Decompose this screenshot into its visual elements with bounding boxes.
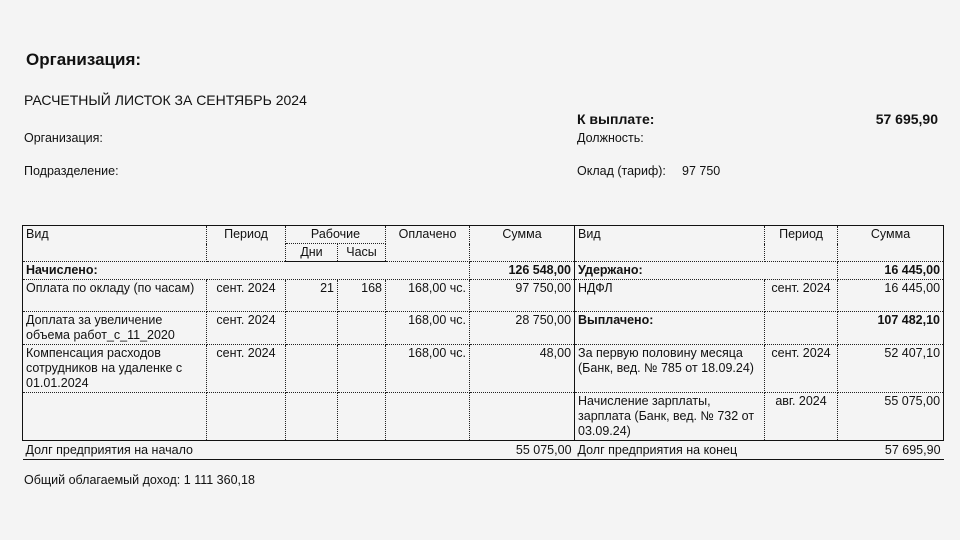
row-period xyxy=(207,393,286,441)
col-kind-header: Вид xyxy=(23,226,207,262)
row-sum2: 55 075,00 xyxy=(838,393,944,441)
row-kind2: За первую половину месяца (Банк, вед. № 785 от 18.09.24) xyxy=(575,345,765,393)
row-hours xyxy=(338,312,386,345)
position-label: Должность: xyxy=(577,131,644,145)
row-kind: Компенсация расходов сотрудников на удаленке с 01.01.2024 xyxy=(23,345,207,393)
accrued-total: 126 548,00 xyxy=(470,262,575,280)
row-days: 21 xyxy=(286,280,338,312)
paid-out-total: 107 482,10 xyxy=(838,312,944,345)
row-kind2: Начисление зарплаты, зарплата (Банк, вед. № 732 от 03.09.24) xyxy=(575,393,765,441)
row-paid: 168,00 чс. xyxy=(386,312,470,345)
paid-out-label: Выплачено: xyxy=(575,312,765,345)
document-title: РАСЧЕТНЫЙ ЛИСТОК ЗА СЕНТЯБРЬ 2024 xyxy=(24,92,307,108)
row-hours: 168 xyxy=(338,280,386,312)
row-paid: 168,00 чс. xyxy=(386,345,470,393)
col-kind2-header: Вид xyxy=(575,226,765,262)
organization-label: Организация: xyxy=(24,131,103,145)
taxable-income-value: 1 111 360,18 xyxy=(183,473,255,487)
row-period2: сент. 2024 xyxy=(765,345,838,393)
row-period2: сент. 2024 xyxy=(765,280,838,312)
row-sum xyxy=(470,393,575,441)
table-row xyxy=(23,280,944,312)
row-period: сент. 2024 xyxy=(207,280,286,312)
organization-heading: Организация: xyxy=(26,50,142,69)
row-sum2: 16 445,00 xyxy=(838,280,944,312)
debt-start-label: Долг предприятия на начало xyxy=(23,441,470,460)
withheld-label: Удержано: xyxy=(575,262,838,280)
row-period2: авг. 2024 xyxy=(765,393,838,441)
section-totals-row xyxy=(23,262,944,280)
row-kind: Доплата за увеличение объема работ_с_11_2020 xyxy=(23,312,207,345)
table-row xyxy=(23,393,944,441)
row-period: сент. 2024 xyxy=(207,312,286,345)
row-hours xyxy=(338,393,386,441)
debt-row xyxy=(23,441,944,460)
table-row xyxy=(23,345,944,393)
row-days xyxy=(286,345,338,393)
row-kind: Оплата по окладу (по часам) xyxy=(23,280,207,312)
row-paid xyxy=(386,393,470,441)
accrued-label: Начислено: xyxy=(23,262,470,280)
row-sum: 28 750,00 xyxy=(470,312,575,345)
debt-start-value: 55 075,00 xyxy=(470,441,575,460)
col-working-header: Рабочие xyxy=(286,226,386,244)
taxable-income-label: Общий облагаемый доход: xyxy=(24,473,181,487)
pay-amount-label: К выплате: xyxy=(577,111,655,127)
pay-amount-value: 57 695,90 xyxy=(875,111,938,127)
col-days-header: Дни xyxy=(286,244,338,262)
debt-end-value: 57 695,90 xyxy=(838,441,944,460)
department-label: Подразделение: xyxy=(24,164,119,178)
col-sum2-header: Сумма xyxy=(838,226,944,262)
row-period2 xyxy=(765,312,838,345)
col-hours-header: Часы xyxy=(338,244,386,262)
row-days xyxy=(286,393,338,441)
row-days xyxy=(286,312,338,345)
withheld-total: 16 445,00 xyxy=(838,262,944,280)
col-paid-header: Оплачено xyxy=(386,226,470,262)
table-row xyxy=(23,312,944,345)
payslip-table xyxy=(22,225,944,460)
row-kind xyxy=(23,393,207,441)
col-sum-header: Сумма xyxy=(470,226,575,262)
table-header-row xyxy=(23,226,944,244)
taxable-income xyxy=(24,473,255,487)
row-sum: 97 750,00 xyxy=(470,280,575,312)
row-sum: 48,00 xyxy=(470,345,575,393)
debt-end-label: Долг предприятия на конец xyxy=(575,441,838,460)
salary-value: 97 750 xyxy=(682,164,721,178)
col-period2-header: Период xyxy=(765,226,838,262)
row-sum2: 52 407,10 xyxy=(838,345,944,393)
row-paid: 168,00 чс. xyxy=(386,280,470,312)
row-period: сент. 2024 xyxy=(207,345,286,393)
col-period-header: Период xyxy=(207,226,286,262)
row-kind2: НДФЛ xyxy=(575,280,765,312)
row-hours xyxy=(338,345,386,393)
salary-label: Оклад (тариф): xyxy=(577,164,666,178)
